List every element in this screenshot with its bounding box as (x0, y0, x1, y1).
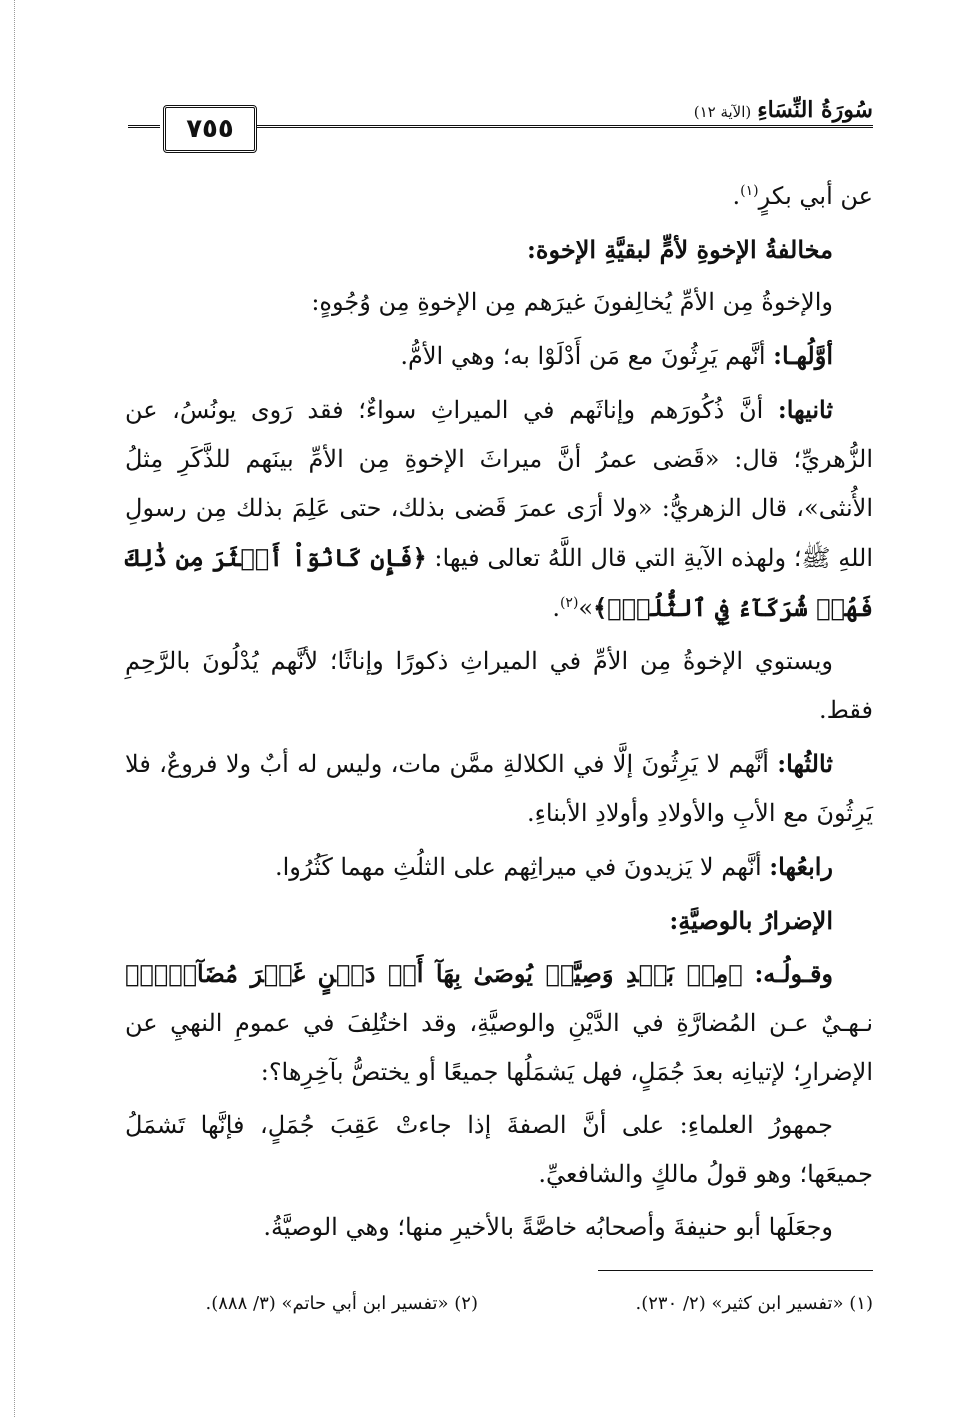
page-body (125, 172, 873, 1256)
page-edge (0, 0, 15, 1417)
point-second: ثانيها: أنَّ ذُكُورَهم وإناثَهم في الميراثِ سواءٌ؛ فقد رَوى يونُسُ، عن الزُّهريِّ؛ قال: «قَضى عمرُ أنَّ ميراثَ الإخوةِ مِن الأمِّ بينَهم للذَّكَرِ مِثلُ الأُنثى»، قال الزهريُّ: «ولا أرَى عمرَ قَضى بذلك، حتى عَلِمَ بذلك مِن رسولِ اللهِ ﷺ؛ ولهذه الآيةِ التي قال اللَّهُ تعالى فيها: ﴿فَإِن كَانُوٓاْ أَكۡثَرَ مِن ذَٰلِكَ فَهُمۡ شُرَكَآءُ فِي ٱلثُّلُثِۚ﴾»$^{(٢)}$. (125, 395, 873, 622)
footnotes (128, 1286, 873, 1326)
surah-title: سُورَةُ النِّسَاءِ (757, 97, 873, 123)
footnote-ref-2: (٢) (559, 595, 579, 611)
ayah-label: (الآية ١٢) (693, 103, 752, 121)
point-third: ثالثُها: أنَّهم لا يَرِثُونَ إلَّا في الكلالةِ ممَّن مات، وليس له أبٌ ولا فروعٌ، فلا يَرِثُونَ مع الأبِ والأولادِ وأولادِ الأبناءِ. (125, 749, 873, 827)
paragraph-3: ويستوي الإخوةُ مِن الأمِّ في الميراثِ ذكورًا وإناثًا؛ لأنَّهم يُدْلُونَ بالرَّحِمِ فقط. (125, 647, 873, 724)
point-first: أوَّلُهـا: أنَّهم يَرِثُونَ مع مَن أَدْلَوْا به؛ وهي الأمُّ. (400, 341, 833, 370)
header-rule-right (256, 125, 873, 128)
page-number: ٧٥٥ (163, 105, 257, 153)
page-header (128, 95, 873, 157)
point-fourth: رابعُها: أنَّهم لا يَزيدونَ في ميراثِهم على الثلُثِ مهما كَثُرُوا. (274, 852, 833, 881)
header-rule-left (128, 125, 160, 128)
section-heading-2: الإضرارُ بالوصيَّةِ: (669, 906, 833, 935)
footnote-1: (١) «تفسير ابن كثير» (٢/ ٢٣٠). (635, 1293, 873, 1314)
paragraph-5: جمهورُ العلماءِ: على أنَّ الصفةَ إذا جاءتْ عَقِبَ جُمَلٍ، فإنَّها تَشمَلُ جميعَها؛ وهو قولُ مالكٍ والشافعيِّ. (125, 1111, 873, 1188)
footnote-2: (٢) «تفسير ابن أبي حاتم» (٣/ ٨٨٨). (205, 1293, 478, 1314)
footnote-ref-1: (١) (740, 183, 759, 199)
point-label: أوَّلُهـا: (773, 341, 833, 370)
running-title (688, 97, 873, 123)
point-label: ثالثُها: (777, 749, 833, 778)
paragraph-1: عن أبي بكرٍ$^{(١)}$. (732, 182, 873, 210)
point-label: وقـولُـه: (754, 959, 833, 988)
section-heading-1: مخالفةُ الإخوةِ لأمٍّ لبقيَّةِ الإخوة: (527, 235, 833, 264)
point-label: ثانيها: (777, 395, 833, 424)
paragraph-6: وجعَلَها أبو حنيفةَ وأصحابُه خاصَّةً بالأخيرِ منها؛ وهي الوصيَّةُ. (263, 1213, 833, 1241)
paragraph-4: وقـولُـه: ﴿مِنۢ بَعۡدِ وَصِيَّةٖ يُوصَىٰ بِهَآ أَوۡ دَيۡنٍ غَيۡرَ مُضَآرّٖۚ﴾ نـهـيٌ عـن المُضارَّةِ في الدَّيْنِ والوصيَّةِ، وقد اختُلِفَ في عمومِ النهيِ عن الإضرارِ؛ لإتيانِه بعدَ جُمَلٍ، فهل يَشمَلُها جميعًا أو يختصُّ بآخِرِها؟: (125, 959, 873, 1086)
quran-quote: ﴿مِنۢ بَعۡدِ وَصِيَّةٖ يُوصَىٰ بِهَآ أَوۡ دَيۡنٍ غَيۡرَ مُضَآرّٖۚ﴾ (125, 959, 743, 988)
point-label: رابعُها: (769, 852, 833, 881)
footnote-rule (598, 1270, 873, 1271)
quran-quote: ﴿فَإِن كَانُوٓاْ أَكۡثَرَ مِن ذَٰلِكَ فَهُمۡ شُرَكَآءُ فِي ٱلثُّلُثِۚ﴾ (125, 543, 873, 622)
paragraph-2: والإخوةُ مِن الأمِّ يُخالِفونَ غيرَهم مِن الإخوةِ مِن وُجُوهٍ: (311, 288, 833, 316)
